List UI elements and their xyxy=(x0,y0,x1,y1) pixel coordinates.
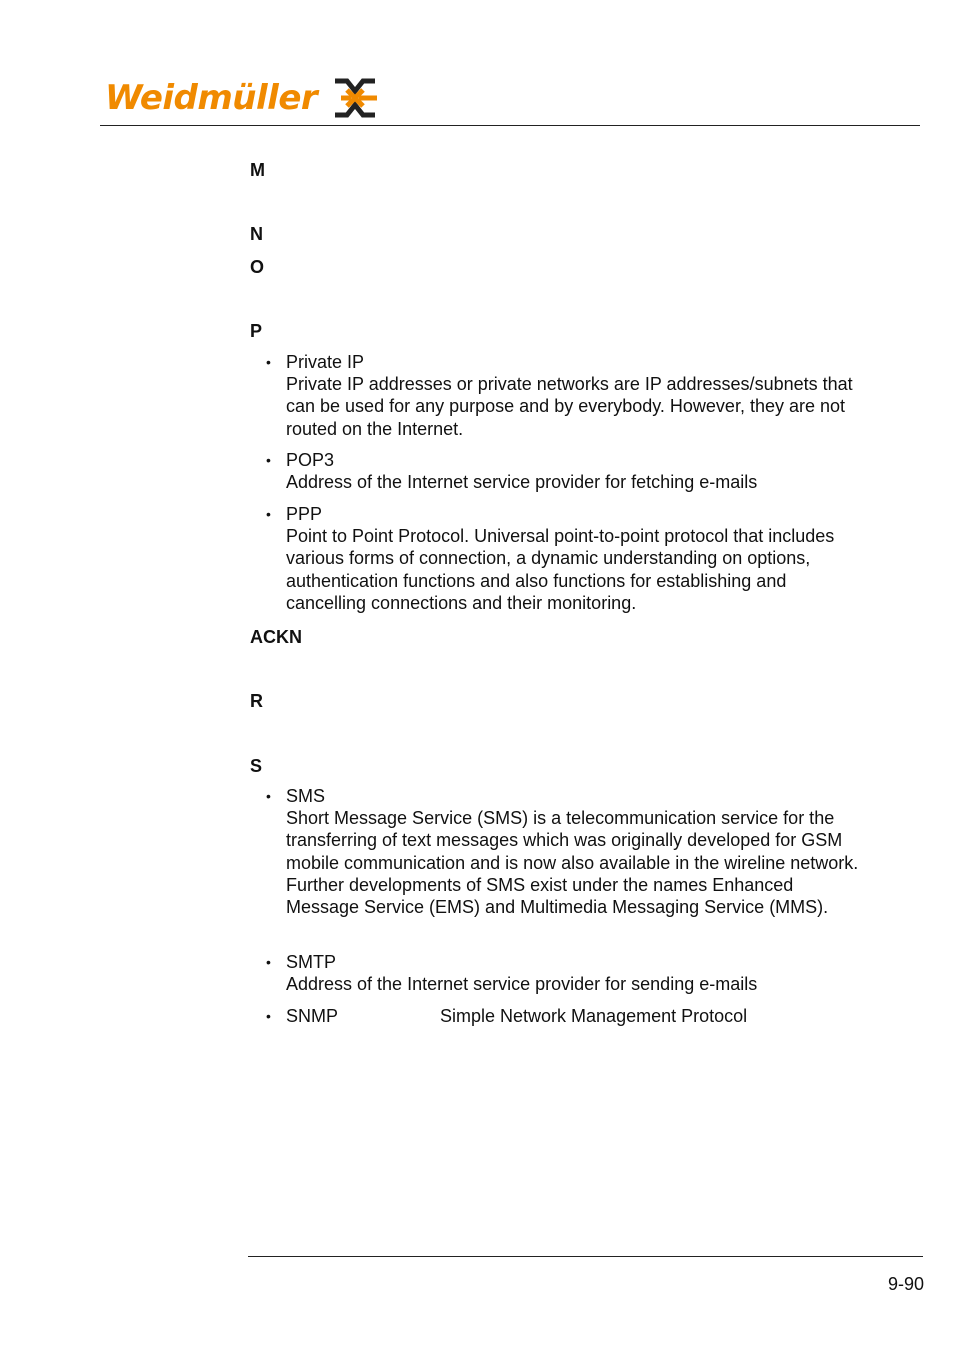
logo-wordmark: Weidmüller xyxy=(105,78,318,118)
entry-description: Short Message Service (SMS) is a telecommunication service for the transferring of text messages which was originally developed for GSM mobile communication and is now also available in the wireline network. Further developments of SMS exist under the names Enhanced Message Service (EMS) and Multimedia Messaging Service (MMS). xyxy=(286,808,859,918)
section-heading-ackn: ACKN xyxy=(250,627,302,647)
entry-term: PPP xyxy=(286,504,323,524)
glossary-entry-ppp xyxy=(266,503,866,614)
bullet: • xyxy=(266,506,271,522)
entry-term: SNMP xyxy=(286,1006,339,1026)
entry-term: SMS xyxy=(286,786,326,806)
entry-description: Point to Point Protocol. Universal point-to-point protocol that includes various forms of connection, a dynamic understanding on options, authentication functions and also functions for establishing and cancelling connections and their monitoring. xyxy=(286,526,835,613)
bullet: • xyxy=(266,354,271,370)
header-divider xyxy=(100,125,920,126)
glossary-entry-pop3 xyxy=(266,449,866,493)
entry-description: Address of the Internet service provider for fetching e-mails xyxy=(286,472,758,493)
entry-description: Simple Network Management Protocol xyxy=(440,1006,748,1026)
section-heading-r: R xyxy=(250,691,263,711)
glossary-entry-smtp xyxy=(266,951,866,995)
section-heading-o: O xyxy=(250,257,265,277)
weidmuller-cross-icon xyxy=(333,77,377,119)
bullet: • xyxy=(266,1008,271,1024)
entry-term: SMTP xyxy=(286,952,337,972)
entry-term: Private IP xyxy=(286,352,365,372)
footer-divider xyxy=(248,1256,923,1257)
glossary-entry-private-ip xyxy=(266,351,866,440)
section-heading-m: M xyxy=(250,160,265,180)
entry-description: Address of the Internet service provider for sending e-mails xyxy=(286,974,758,995)
bullet: • xyxy=(266,788,271,804)
section-heading-s: S xyxy=(250,756,263,776)
bullet: • xyxy=(266,954,271,970)
bullet: • xyxy=(266,452,271,468)
section-heading-p: P xyxy=(250,321,263,341)
page-number: 9-90 xyxy=(887,1274,924,1294)
company-logo xyxy=(105,76,377,120)
glossary-entry-snmp xyxy=(266,1005,866,1027)
glossary-entry-sms xyxy=(266,785,866,918)
entry-description: Private IP addresses or private networks are IP addresses/subnets that can be used for any purpose and by everybody. However, they are not routed on the Internet. xyxy=(286,374,853,439)
section-heading-n: N xyxy=(250,224,263,244)
entry-term: POP3 xyxy=(286,450,335,470)
